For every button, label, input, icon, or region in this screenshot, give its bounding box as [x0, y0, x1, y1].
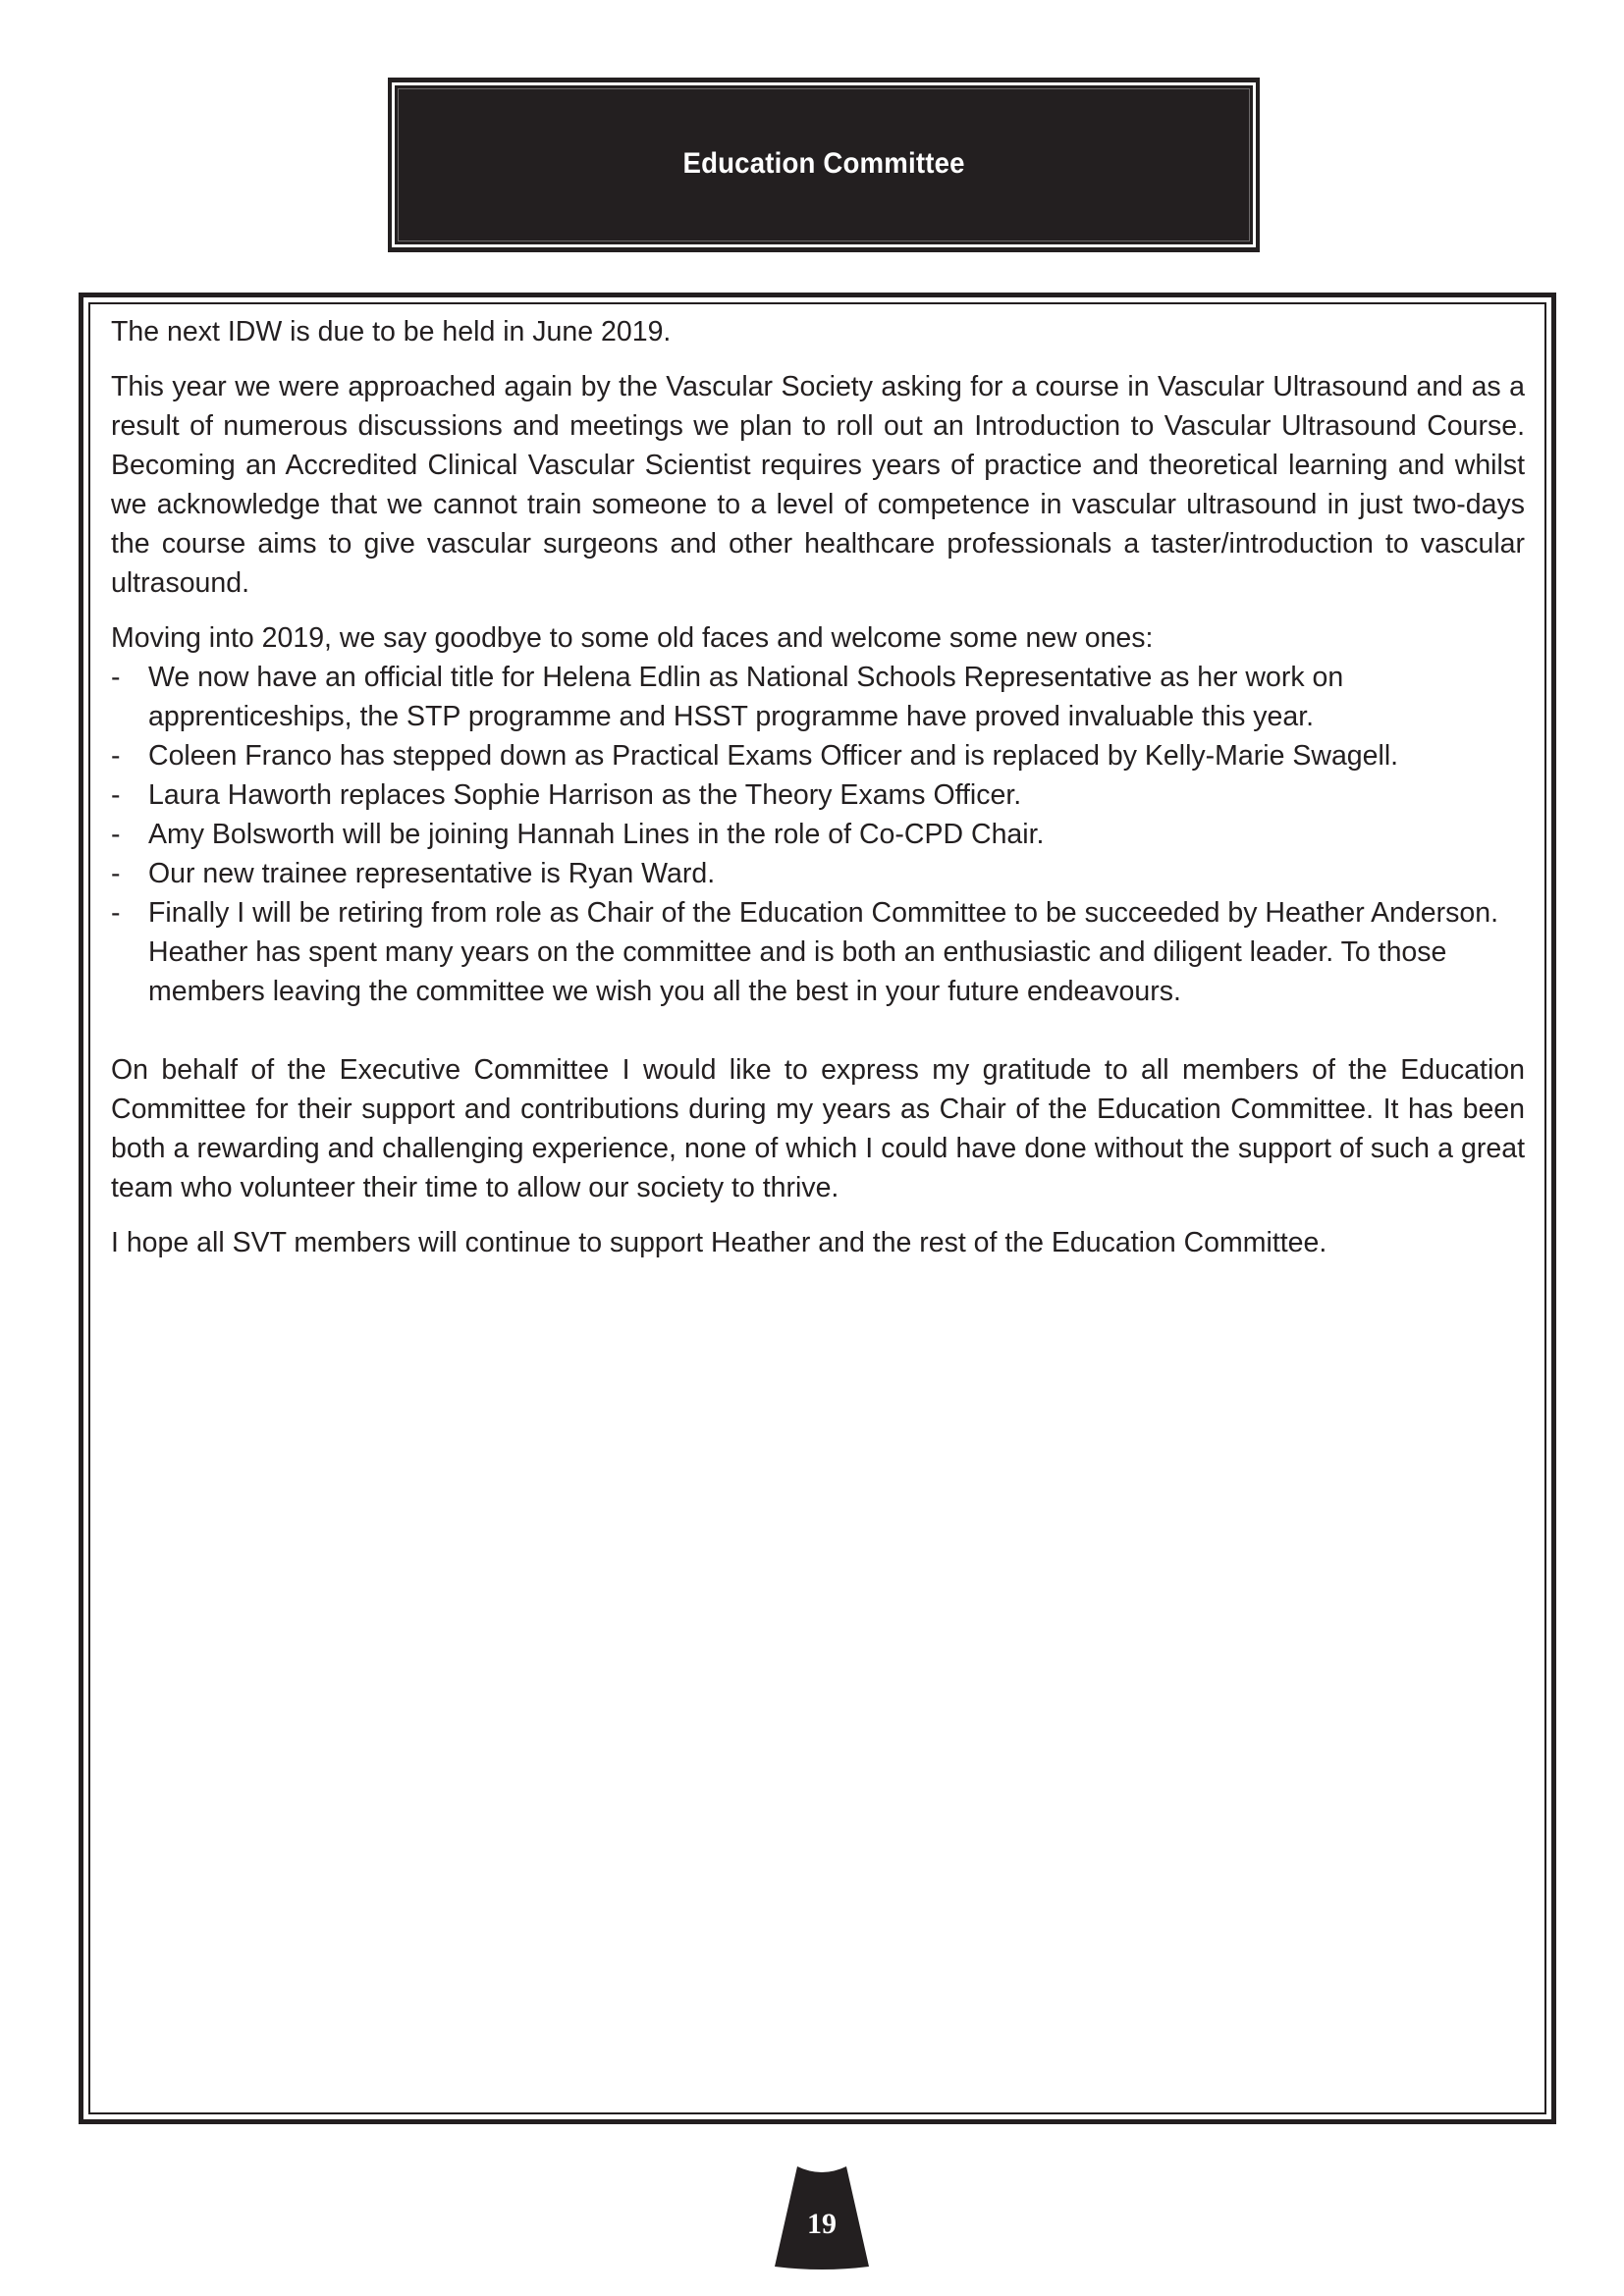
paragraph-changes-intro: Moving into 2019, we say goodbye to some old faces and welcome some new ones: [111, 622, 1154, 654]
page-number: 19 [807, 2208, 837, 2240]
list-item [111, 815, 1525, 854]
page-title: Education Committee [682, 147, 965, 180]
bullet-dash: - [111, 779, 121, 811]
bullet-dash: - [111, 858, 121, 889]
title-inner-panel [398, 88, 1250, 241]
list-item [111, 658, 1525, 736]
paragraph-closing: I hope all SVT members will continue to support Heather and the rest of the Education Committee. [111, 1227, 1327, 1258]
list-item [111, 736, 1525, 775]
paragraph-gratitude: On behalf of the Executive Committee I would like to express my gratitude to all members of the Education Committee for their support and contributions during my years as Chair of the Education Committee. It has been both a rewarding and challenging experience, none of which I could have done without the support of such a great team who volunteer their time to allow our society to thrive. [111, 1054, 1525, 1203]
committee-changes-list [111, 658, 1525, 1011]
list-item-text: We now have an official title for Helena Edlin as National Schools Representative as her work on apprenticeships, the STP programme and HSST programme have proved invaluable this year. [148, 662, 1344, 732]
bullet-dash: - [111, 662, 121, 693]
list-item [111, 854, 1525, 893]
list-item-text: Amy Bolsworth will be joining Hannah Lines in the role of Co-CPD Chair. [148, 819, 1045, 850]
list-item-text: Our new trainee representative is Ryan Ward. [148, 858, 716, 889]
list-item-text: Coleen Franco has stepped down as Practical Exams Officer and is replaced by Kelly-Marie Swagell. [148, 740, 1399, 772]
title-frame [392, 82, 1256, 247]
bullet-dash: - [111, 819, 121, 850]
paragraph-idw: The next IDW is due to be held in June 2019. [111, 316, 672, 347]
article-body [111, 312, 1525, 1262]
list-item-text: Finally I will be retiring from role as Chair of the Education Committee to be succeeded by Heather Anderson. Heather has spent many years on the committee and is both an enthusiastic and diligent leader. To those members leaving the committee we wish you all the best in your future endeavours. [148, 897, 1499, 1007]
list-item [111, 893, 1525, 1011]
list-item [111, 775, 1525, 815]
bullet-dash: - [111, 740, 121, 772]
page-number-badge [774, 2164, 870, 2270]
paragraph-course: This year we were approached again by the Vascular Society asking for a course in Vascular Ultrasound and as a result of numerous discussions and meetings we plan to roll out an Introduction to Vascular Ultrasound Course. Becoming an Accredited Clinical Vascular Scientist requires years of practice and theoretical learning and whilst we acknowledge that we cannot train someone to a level of competence in vascular ultrasound in just two-days the course aims to give vascular surgeons and other healthcare professionals a taster/introduction to vascular ultrasound. [111, 371, 1525, 599]
bullet-dash: - [111, 897, 121, 929]
list-item-text: Laura Haworth replaces Sophie Harrison as the Theory Exams Officer. [148, 779, 1022, 811]
section-title-banner [388, 78, 1260, 252]
